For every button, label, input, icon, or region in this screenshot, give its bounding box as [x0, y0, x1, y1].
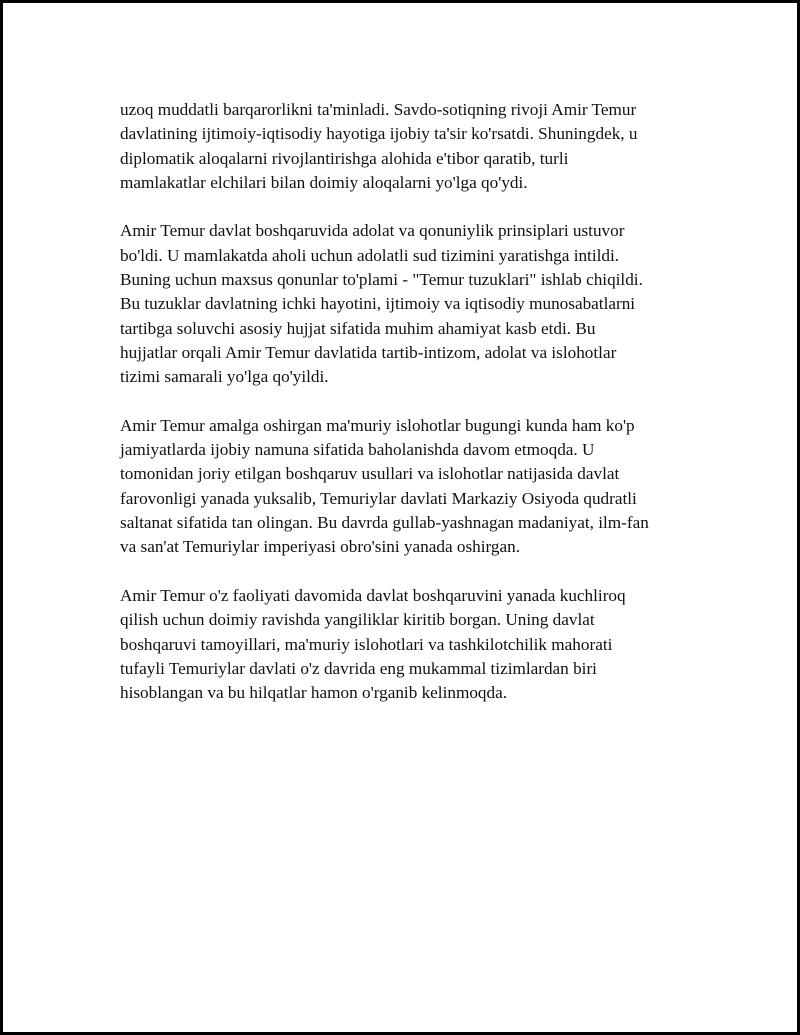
- text-line: Bu tuzuklar davlatning ichki hayotini, ijtimoiy va iqtisodiy munosabatlarni: [120, 294, 636, 314]
- text-line: tomonidan joriy etilgan boshqaruv usullari va islohotlar natijasida davlat: [120, 464, 620, 484]
- paragraph-4: [120, 584, 705, 705]
- document-body: [120, 98, 705, 730]
- text-line: hujjatlar orqali Amir Temur davlatida tartib-intizom, adolat va islohotlar: [120, 342, 617, 362]
- text-line: Amir Temur davlat boshqaruvida adolat va qonuniylik prinsiplari ustuvor: [120, 221, 625, 241]
- paragraph-1: [120, 98, 705, 195]
- text-line: uzoq muddatli barqarorlikni ta'minladi. Savdo-sotiqning rivoji Amir Temur: [120, 100, 637, 119]
- text-line: diplomatik aloqalarni rivojlantirishga alohida e'tibor qaratib, turli: [120, 148, 569, 168]
- text-line: saltanat sifatida tan olingan. Bu davrda gullab-yashnagan madaniyat, ilm-fan: [120, 513, 649, 533]
- text-line: hisoblangan va bu hilqatlar hamon o'rganib kelinmoqda.: [120, 683, 508, 703]
- text-line: tartibga soluvchi asosiy hujjat sifatida muhim ahamiyat kasb etdi. Bu: [120, 318, 596, 338]
- text-line: qilish uchun doimiy ravishda yangiliklar kiritib borgan. Uning davlat: [120, 610, 595, 630]
- paragraph-2: [120, 219, 705, 389]
- text-line: Amir Temur o'z faoliyati davomida davlat boshqaruvini yanada kuchliroq: [120, 585, 626, 605]
- text-line: tufayli Temuriylar davlati o'z davrida eng mukammal tizimlardan biri: [120, 658, 597, 678]
- text-line: jamiyatlarda ijobiy namuna sifatida baholanishda davom etmoqda. U: [120, 440, 595, 460]
- text-line: tizimi samarali yo'lga qo'yildi.: [120, 367, 329, 387]
- text-line: Amir Temur amalga oshirgan ma'muriy islohotlar bugungi kunda ham ko'p: [120, 415, 635, 435]
- text-line: bo'ldi. U mamlakatda aholi uchun adolatli sud tizimini yaratishga intildi.: [120, 245, 620, 265]
- text-line: davlatining ijtimoiy-iqtisodiy hayotiga ijobiy ta'sir ko'rsatdi. Shuningdek, u: [120, 124, 638, 144]
- text-line: boshqaruvi tamoyillari, ma'muriy islohotlari va tashkilotchilik mahorati: [120, 634, 613, 654]
- text-line: Buning uchun maxsus qonunlar to'plami - "Temur tuzuklari" ishlab chiqildi.: [120, 270, 643, 290]
- text-line: mamlakatlar elchilari bilan doimiy aloqalarni yo'lga qo'ydi.: [120, 172, 528, 192]
- text-line: va san'at Temuriylar imperiyasi obro'sini yanada oshirgan.: [120, 537, 521, 557]
- text-line: farovonligi yanada yuksalib, Temuriylar davlati Markaziy Osiyoda qudratli: [120, 488, 637, 508]
- paragraph-3: [120, 414, 705, 560]
